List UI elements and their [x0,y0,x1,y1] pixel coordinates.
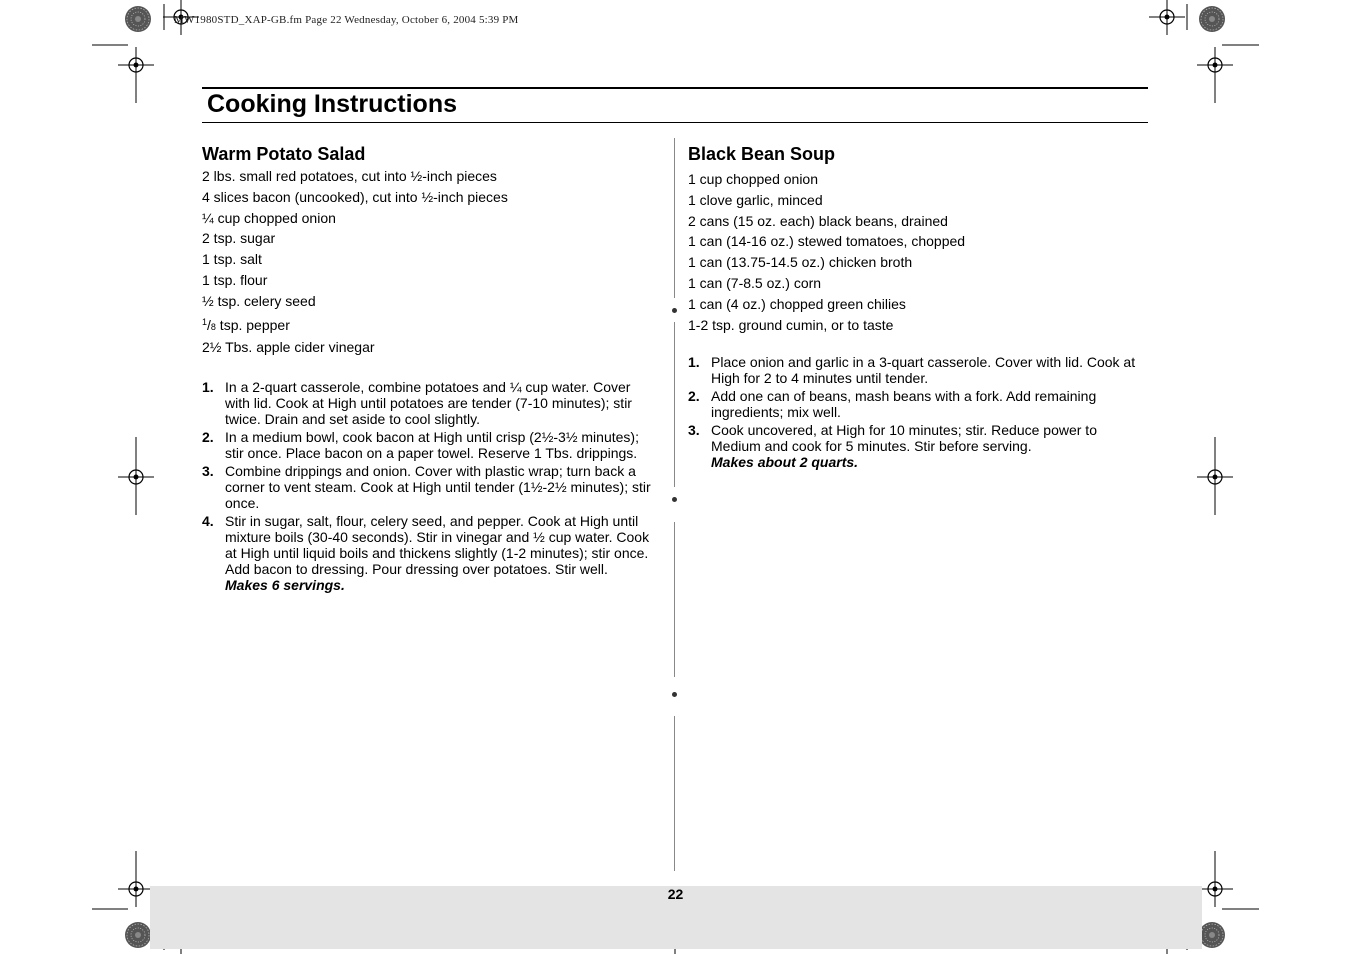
step [202,429,657,461]
recipe-yield: Makes 6 servings. [225,577,345,594]
divider-bullet [672,692,677,697]
step [688,388,1150,420]
step-text: Add one can of beans, mash beans with a fork. Add remaining ingredients; mix well. [711,388,1097,421]
step [202,513,657,593]
step-number: 3. [688,422,700,439]
step-text: Place onion and garlic in a 3-quart casserole. Cover with lid. Cook at High for 2 to 4 minutes until tender. [711,354,1136,387]
step-number: 3. [202,463,214,480]
fraction-numerator: 1 [202,316,208,327]
divider-bullet [672,497,677,502]
divider-bullet [672,308,677,313]
ingredient: ¼ cup chopped onion [202,209,336,226]
ingredient: 1 tsp. flour [202,271,268,288]
page-title: Cooking Instructions [207,90,457,118]
step-list [688,354,1150,470]
fraction-denominator: 8 [210,321,216,332]
ingredient-pepper: $^1$/8 tsp. pepper [202,316,290,333]
step [688,354,1150,386]
recipe-yield: Makes about 2 quarts. [711,454,859,471]
step-text: In a medium bowl, cook bacon at High until crisp (2½-3½ minutes); stir once. Place bacon on a paper towel. Reserve 1 Tbs. drippings. [225,429,639,462]
column-divider [674,138,675,298]
ingredient: 1 can (13.75-14.5 oz.) chicken broth [688,254,913,271]
ingredient: 1 can (7-8.5 oz.) corn [688,274,822,291]
column-divider [674,322,675,487]
ingredient: 4 slices bacon (uncooked), cut into ½-inch pieces [202,188,508,205]
title-rule-bottom [202,122,1148,123]
left-recipe [202,143,657,595]
step [688,422,1150,470]
step-number: 4. [202,513,214,530]
ingredient: 2½ Tbs. apple cider vinegar [202,339,375,356]
step-text: Combine drippings and onion. Cover with plastic wrap; turn back a corner to vent steam. Cook at High until tender (1½-2½ minutes); stir once. [225,463,651,512]
ingredient: 2 lbs. small red potatoes, cut into ½-inch pieces [202,168,497,184]
print-header: MW1980STD_XAP-GB.fm Page 22 Wednesday, October 6, 2004 5:39 PM [174,14,519,26]
ingredient: 2 tsp. sugar [202,230,276,247]
recipe-title: Warm Potato Salad [202,144,366,164]
ingredient: 1-2 tsp. ground cumin, or to taste [688,316,894,333]
step-number: 2. [688,388,700,405]
step [202,463,657,511]
right-recipe [688,143,1150,472]
step-list [202,379,657,593]
ingredient-text: tsp. pepper [215,316,290,333]
ingredient: 1 can (14-16 oz.) stewed tomatoes, chopped [688,233,966,250]
ingredient: 1 can (4 oz.) chopped green chilies [688,295,906,312]
ingredient-list [202,166,657,358]
step-number: 2. [202,429,214,446]
step-number: 1. [202,379,214,396]
step [202,379,657,427]
column-divider [674,716,675,871]
ingredient: ½ tsp. celery seed [202,292,316,309]
ingredient: 2 cans (15 oz. each) black beans, drained [688,212,948,229]
recipe-title: Black Bean Soup [688,144,836,164]
ingredient: 1 clove garlic, minced [688,191,823,208]
step-text: Stir in sugar, salt, flour, celery seed, and pepper. Cook at High until mixture boils (30-40 seconds). Stir in vinegar and ½ cup water. Cook at High until liquid boils and thickens slightly (1-2 minutes); stir once. Add bacon to dressing. Pour dressing over potatoes. Stir well. [225,513,650,578]
step-number: 1. [688,354,700,371]
ingredient: 1 cup chopped onion [688,171,818,187]
page-number: 22 [667,886,684,902]
step-text: In a 2-quart casserole, combine potatoes and ¼ cup water. Cover with lid. Cook at High until potatoes are tender (7-10 minutes); stir twice. Drain and set aside to cool slightly. [225,379,632,428]
ingredient-list [688,169,1150,335]
ingredient: 1 tsp. salt [202,251,262,268]
column-divider [674,522,675,677]
step-text: Cook uncovered, at High for 10 minutes; stir. Reduce power to Medium and cook for 5 minutes. Stir before serving. [711,422,1097,455]
